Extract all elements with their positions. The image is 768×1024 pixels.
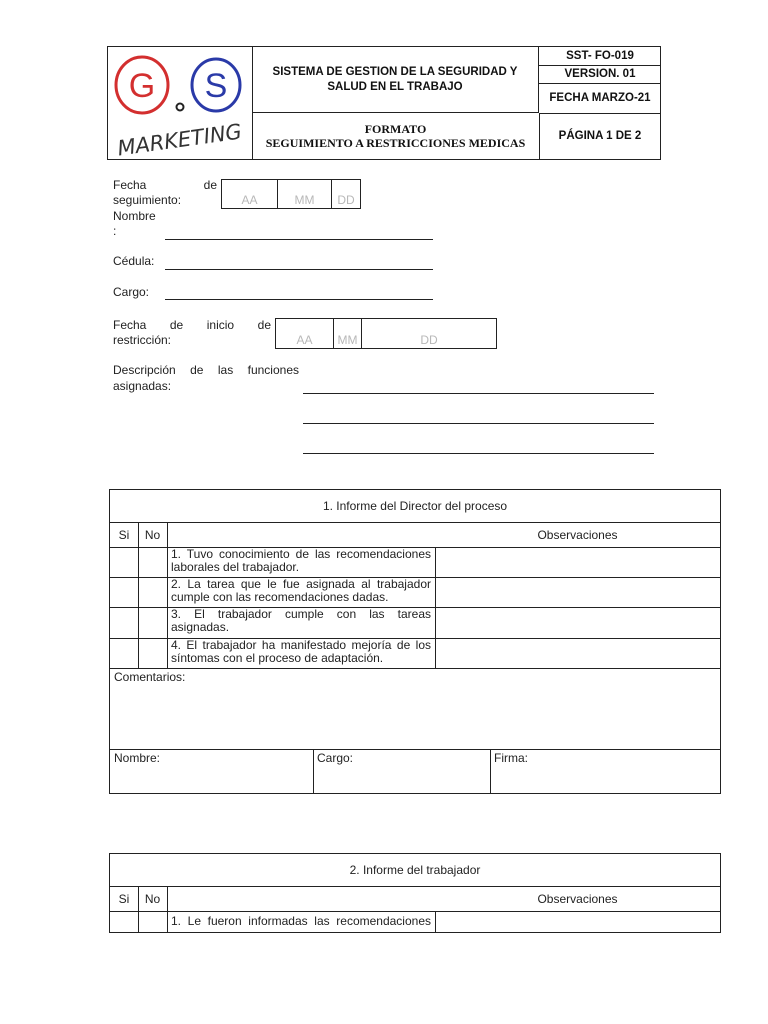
section-1-item-1-line-1: 1. Tuvo conocimiento de las recomendaciones: [171, 547, 431, 561]
section-1-item-3-line-2: asignadas.: [171, 620, 230, 634]
format-title: SEGUIMIENTO A RESTRICCIONES MEDICAS: [265, 136, 526, 150]
section-1-cargo-label: Cargo:: [317, 751, 354, 765]
fecha-seguimiento-year[interactable]: AA: [222, 180, 278, 208]
section-1-item-1: [171, 548, 431, 574]
fecha-inicio-day[interactable]: DD: [420, 333, 438, 347]
section-1-firma-label: Firma:: [494, 751, 528, 765]
document-version: VERSION. 01: [539, 65, 661, 84]
section-2-col-observaciones: Observaciones: [537, 891, 618, 906]
nombre-field[interactable]: [165, 239, 433, 240]
fecha-inicio-month[interactable]: MM: [334, 319, 362, 348]
section-1-item-2-line-1: 2. La tarea que le fue asignada al trabajador: [171, 577, 431, 591]
document-code: SST- FO-019: [539, 47, 661, 66]
section-1-nombre-label: Nombre:: [114, 751, 161, 765]
section-1-col-si: Si: [118, 527, 130, 542]
section-1-col-no: No: [144, 527, 161, 542]
descripcion-label-2: asignadas:: [113, 379, 172, 393]
cedula-field[interactable]: [165, 269, 433, 270]
fecha-seguimiento-day[interactable]: DD: [337, 193, 355, 207]
nombre-label: Nombre: [113, 209, 156, 223]
section-1-item-2-line-2: cumple con las recomendaciones dadas.: [171, 590, 389, 604]
section-1-item-4-line-2: síntomas con el proceso de adaptación.: [171, 651, 384, 665]
section-2-table: [109, 853, 721, 933]
fecha-inicio-field[interactable]: [275, 318, 497, 349]
svg-text:G: G: [128, 67, 156, 105]
fecha-seguimiento-month[interactable]: MM: [278, 180, 332, 208]
cedula-label: Cédula:: [113, 254, 155, 268]
descripcion-label-1: Descripción de las funciones: [113, 363, 299, 377]
page-number: PÁGINA 1 DE 2: [558, 130, 642, 142]
descripcion-line-2[interactable]: [303, 423, 654, 424]
descripcion-line-1[interactable]: [303, 393, 654, 394]
section-1-table: [109, 489, 721, 794]
section-1-item-3-line-1: 3. El trabajador cumple con las tareas: [171, 607, 431, 621]
descripcion-line-3[interactable]: [303, 453, 654, 454]
section-1-item-1-line-2: laborales del trabajador.: [171, 560, 300, 574]
fecha-seguimiento-label-2: seguimiento:: [113, 193, 182, 207]
fecha-seguimiento-label-1: Fecha de: [113, 178, 217, 192]
svg-text:MARKETING: MARKETING: [115, 119, 244, 159]
fecha-inicio-label-2: restricción:: [113, 333, 172, 347]
section-1-comentarios-label: Comentarios:: [114, 670, 186, 684]
company-logo: [108, 47, 253, 159]
section-2-item-1-line-1: 1. Le fueron informadas las recomendaciones: [171, 914, 431, 928]
section-1-item-4: [171, 639, 431, 665]
format-title-block: [252, 113, 540, 159]
section-2-item-1: [171, 915, 431, 928]
cargo-label: Cargo:: [113, 285, 150, 299]
cargo-field[interactable]: [165, 299, 433, 300]
section-2-title: 2. Informe del trabajador: [349, 863, 481, 877]
section-1-item-2: [171, 578, 431, 604]
section-1-item-4-line-1: 4. El trabajador ha manifestado mejoría de los: [171, 638, 431, 652]
document-date: FECHA MARZO-21: [539, 83, 661, 114]
section-2-col-no: No: [144, 891, 161, 906]
svg-text:S: S: [204, 67, 228, 105]
fecha-inicio-year[interactable]: AA: [276, 319, 334, 348]
document-header: [107, 46, 661, 160]
fecha-inicio-label-1: Fecha de inicio de: [113, 318, 271, 332]
section-2-col-si: Si: [118, 891, 130, 906]
system-title: SISTEMA DE GESTION DE LA SEGURIDAD Y SALUD EN EL TRABAJO: [252, 47, 539, 113]
gs-marketing-logo: [108, 47, 252, 159]
section-1-col-observaciones: Observaciones: [537, 527, 618, 542]
fecha-seguimiento-field[interactable]: [221, 179, 361, 209]
section-1-title: 1. Informe del Director del proceso: [322, 499, 508, 513]
section-1-item-3: [171, 608, 431, 634]
format-label: FORMATO: [364, 122, 427, 136]
nombre-colon: :: [113, 224, 117, 238]
